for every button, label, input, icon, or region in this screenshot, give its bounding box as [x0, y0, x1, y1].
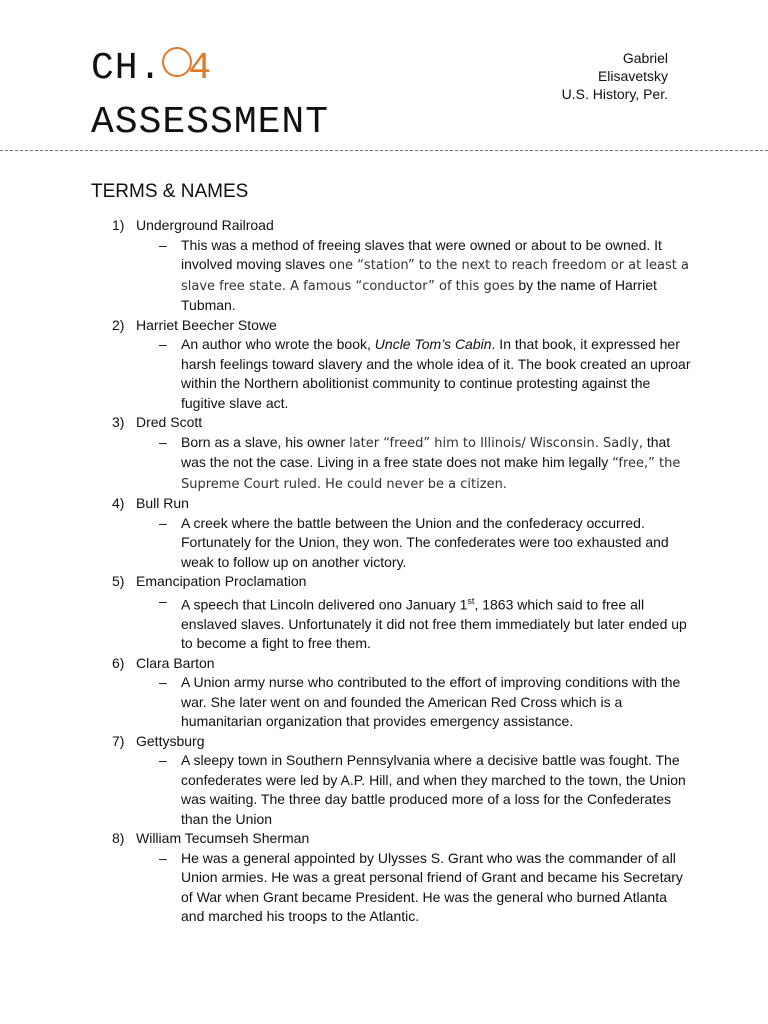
- dash-bullet: –: [159, 849, 167, 866]
- section-heading: TERMS & NAMES: [91, 181, 249, 202]
- term-number: 8): [112, 830, 125, 847]
- description-text: . In that book, it expressed her harsh feelings toward slavery and the whole idea of it. The book created an uproar within the Northern abolitionist community to continue protesting against the fugitive slave act.: [181, 336, 691, 411]
- list-item: [112, 216, 692, 316]
- description-text: An author who wrote the book,: [181, 336, 375, 352]
- description-text-alt: “free,” the Supreme Court ruled. He could never be a citizen.: [181, 456, 681, 492]
- dash-bullet: –: [159, 592, 167, 609]
- list-item: [112, 494, 692, 572]
- author-last-name: Elisavetsky: [597, 68, 668, 84]
- term-name: Gettysburg: [136, 732, 205, 749]
- chapter-number: 4: [188, 47, 213, 90]
- term-name: Emancipation Proclamation: [136, 573, 307, 589]
- class-info: U.S. History, Per.: [561, 86, 668, 102]
- term-name: Dred Scott: [136, 414, 203, 430]
- term-number: 7): [112, 732, 125, 749]
- ordinal-superscript: st: [467, 595, 475, 606]
- list-item: [112, 413, 692, 494]
- description-text: A speech that Lincoln delivered ono January 1: [181, 596, 468, 613]
- dash-bullet: –: [159, 674, 167, 691]
- term-name: Bull Run: [136, 495, 189, 511]
- term-number: 1): [112, 217, 125, 233]
- term-name: Clara Barton: [136, 654, 215, 671]
- dash-bullet: –: [159, 752, 167, 769]
- list-item: [112, 732, 692, 830]
- term-description: A sleepy town in Southern Pennsylvania where a decisive battle was fought. The confederates were led by A.P. Hill, and when they marched to the town, the Union was waiting. The three day battle produced more of a loss for the Confederates than the Union: [181, 752, 686, 827]
- list-item: [112, 654, 692, 732]
- description-text: by the name of Harriet Tubman.: [181, 276, 657, 313]
- description-text: , 1863 which said to free all enslaved slaves. Unfortunately it did not free them immediately but later ended up to become a fight to free them.: [181, 596, 687, 652]
- description-text-alt: later “freed” him to Illinois/ Wisconsin. Sadly,: [349, 435, 643, 451]
- term-description: A creek where the battle between the Union and the confederacy occurred. Fortunately for the Union, they won. The confederates were too exhausted and weak to follow up on another victory.: [181, 514, 669, 570]
- term-description: A Union army nurse who contributed to the effort of improving conditions with the war. She later went on and founded the American Red Cross which is a humanitarian organization that provides emergency assistance.: [181, 674, 681, 730]
- term-name: Harriet Beecher Stowe: [136, 316, 277, 333]
- author-first-name: Gabriel: [622, 50, 668, 66]
- dashed-divider: [0, 150, 768, 151]
- dash-bullet: –: [159, 336, 167, 352]
- description-text: that was the not the case. Living in a free state does not make him legally: [181, 433, 671, 470]
- dash-bullet: –: [159, 433, 167, 450]
- dash-bullet: –: [159, 236, 167, 253]
- term-description: He was a general appointed by Ulysses S. Grant who was the commander of all Union armies. He was a great personal friend of Grant and became his Secretary of War when Grant became President. He was the general who burned Atlanta and marched his troops to the Atlantic.: [181, 849, 683, 925]
- document-subtitle: ASSESSMENT: [91, 101, 330, 144]
- description-text: This was a method of freeing slaves that were owned or about to be owned. It involved moving slaves: [181, 236, 662, 272]
- title-prefix: CH.: [91, 47, 163, 90]
- list-item: [112, 572, 692, 654]
- term-description: [181, 236, 692, 316]
- term-number: 6): [112, 654, 125, 671]
- terms-list: [112, 216, 692, 927]
- term-number: 5): [112, 573, 125, 589]
- term-description: [181, 335, 692, 413]
- term-number: 2): [112, 316, 125, 333]
- term-name: Underground Railroad: [136, 217, 274, 233]
- list-item: [112, 316, 692, 414]
- term-description: [181, 592, 692, 654]
- description-text-alt: one “station” to the next to reach freedom or at least a slave free state. A famous “conductor” of this goes: [181, 258, 689, 294]
- term-name: William Tecumseh Sherman: [136, 830, 310, 847]
- author-block: [562, 49, 668, 103]
- list-item: [112, 829, 692, 927]
- document-title: [91, 47, 212, 90]
- term-number: 3): [112, 414, 125, 430]
- book-title: Uncle Tom’s Cabin: [374, 336, 492, 352]
- dash-bullet: –: [159, 514, 167, 531]
- description-text: Born as a slave, his owner: [181, 433, 350, 450]
- term-description: [181, 433, 692, 495]
- term-number: 4): [112, 495, 125, 511]
